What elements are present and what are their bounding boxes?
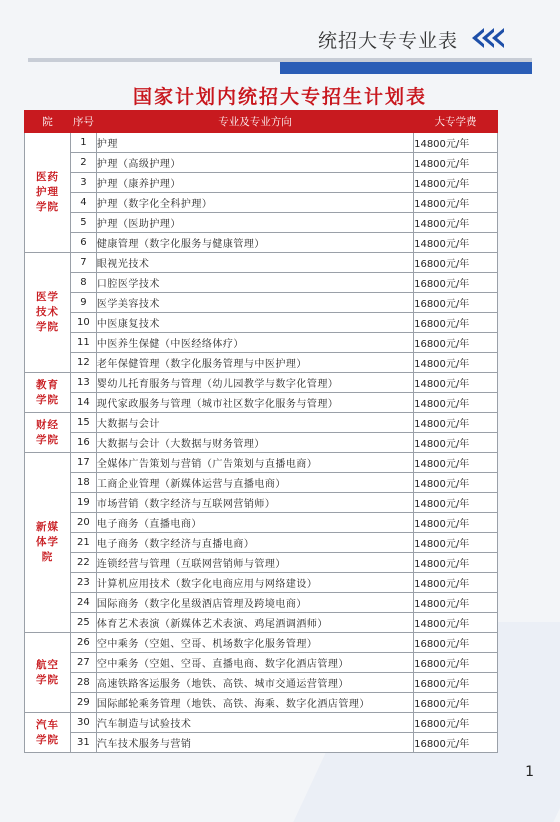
table-row [25,493,498,513]
tuition-fee: 16800元/年 [414,293,498,313]
major-name: 眼视光技术 [96,253,413,273]
row-number: 11 [70,333,96,353]
major-name: 现代家政服务与管理（城市社区数字化服务与管理） [96,393,413,413]
page-title: 国家计划内统招大专招生计划表 [132,86,427,108]
table-row [25,213,498,233]
tuition-fee: 14800元/年 [414,233,498,253]
tuition-fee: 14800元/年 [414,373,498,393]
tuition-fee: 14800元/年 [414,193,498,213]
table-row [25,153,498,173]
major-name: 医学美容技术 [96,293,413,313]
tuition-fee: 16800元/年 [414,333,498,353]
major-name: 护理 [96,133,413,153]
major-name: 电子商务（直播电商） [96,513,413,533]
tuition-fee: 14800元/年 [414,493,498,513]
major-name: 汽车制造与试验技术 [96,713,413,733]
row-number: 19 [70,493,96,513]
major-name: 汽车技术服务与营销 [96,733,413,753]
tuition-fee: 16800元/年 [414,313,498,333]
college-name: 医学 技术 学院 [25,253,71,373]
tuition-fee: 16800元/年 [414,713,498,733]
major-name: 工商企业管理（新媒体运营与直播电商） [96,473,413,493]
college-name: 财经 学院 [25,413,71,453]
row-number: 15 [70,413,96,433]
table-row [25,333,498,353]
row-number: 13 [70,373,96,393]
major-name: 婴幼儿托育服务与管理（幼儿园教学与数字化管理） [96,373,413,393]
table-row [25,193,498,213]
major-name: 中医康复技术 [96,313,413,333]
major-name: 高速铁路客运服务（地铁、高铁、城市交通运营管理） [96,673,413,693]
major-name: 中医养生保健（中医经络体疗） [96,333,413,353]
major-name: 口腔医学技术 [96,273,413,293]
tuition-fee: 14800元/年 [414,533,498,553]
major-name: 空中乘务（空姐、空哥、机场数字化服务管理） [96,633,413,653]
tuition-fee: 14800元/年 [414,573,498,593]
major-name: 全媒体广告策划与营销（广告策划与直播电商） [96,453,413,473]
table-row [25,273,498,293]
row-number: 18 [70,473,96,493]
header-accent-bar [280,62,532,74]
table-row [25,233,498,253]
section-header-title: 统招大专专业表 [317,30,458,52]
tuition-fee: 14800元/年 [414,613,498,633]
row-number: 10 [70,313,96,333]
tuition-fee: 14800元/年 [414,213,498,233]
table-row [25,573,498,593]
table-header-row [25,111,498,133]
tuition-fee: 14800元/年 [414,153,498,173]
college-name: 医药 护理 学院 [25,133,71,253]
row-number: 26 [70,633,96,653]
row-number: 29 [70,693,96,713]
table-row [25,693,498,713]
major-name: 国际邮轮乘务管理（地铁、高铁、海乘、数字化酒店管理） [96,693,413,713]
header-number: 序号 [70,111,96,133]
table-row [25,513,498,533]
row-number: 27 [70,653,96,673]
table-row [25,673,498,693]
table-row [25,173,498,193]
row-number: 20 [70,513,96,533]
table-row [25,373,498,393]
tuition-fee: 14800元/年 [414,453,498,473]
row-number: 3 [70,173,96,193]
major-name: 护理（康养护理） [96,173,413,193]
row-number: 12 [70,353,96,373]
table-row [25,293,498,313]
row-number: 28 [70,673,96,693]
major-name: 老年保健管理（数字化服务管理与中医护理） [96,353,413,373]
tuition-fee: 14800元/年 [414,473,498,493]
row-number: 25 [70,613,96,633]
tuition-fee: 14800元/年 [414,593,498,613]
table-row [25,473,498,493]
table-body [25,133,498,753]
major-name: 市场营销（数字经济与互联网营销师） [96,493,413,513]
major-name: 护理（数字化全科护理） [96,193,413,213]
table-row [25,313,498,333]
major-name: 空中乘务（空姐、空哥、直播电商、数字化酒店管理） [96,653,413,673]
chevron-left-icon [472,28,502,48]
college-name: 航空 学院 [25,633,71,713]
major-name: 国际商务（数字化星级酒店管理及跨境电商） [96,593,413,613]
header-college: 院 [25,111,71,133]
table-row [25,433,498,453]
tuition-fee: 14800元/年 [414,393,498,413]
tuition-fee: 16800元/年 [414,673,498,693]
tuition-fee: 14800元/年 [414,513,498,533]
header-fee: 大专学费 [414,111,498,133]
row-number: 2 [70,153,96,173]
tuition-fee: 14800元/年 [414,173,498,193]
college-name: 汽车 学院 [25,713,71,753]
row-number: 22 [70,553,96,573]
tuition-fee: 14800元/年 [414,553,498,573]
row-number: 23 [70,573,96,593]
tuition-fee: 16800元/年 [414,253,498,273]
table-row [25,353,498,373]
major-name: 电子商务（数字经济与直播电商） [96,533,413,553]
row-number: 17 [70,453,96,473]
table-row [25,413,498,433]
major-name: 护理（高级护理） [96,153,413,173]
tuition-fee: 16800元/年 [414,273,498,293]
tuition-fee: 14800元/年 [414,413,498,433]
table-row [25,393,498,413]
row-number: 9 [70,293,96,313]
tuition-fee: 14800元/年 [414,353,498,373]
major-name: 大数据与会计（大数据与财务管理） [96,433,413,453]
tuition-fee: 16800元/年 [414,733,498,753]
table-row [25,613,498,633]
major-name: 计算机应用技术（数字化电商应用与网络建设） [96,573,413,593]
row-number: 31 [70,733,96,753]
major-name: 大数据与会计 [96,413,413,433]
major-name: 护理（医助护理） [96,213,413,233]
row-number: 24 [70,593,96,613]
table-row [25,133,498,153]
major-name: 健康管理（数字化服务与健康管理） [96,233,413,253]
table-row [25,733,498,753]
table-row [25,453,498,473]
row-number: 4 [70,193,96,213]
tuition-fee: 16800元/年 [414,633,498,653]
row-number: 8 [70,273,96,293]
tuition-fee: 14800元/年 [414,133,498,153]
header-major: 专业及专业方向 [96,111,413,133]
tuition-fee: 16800元/年 [414,693,498,713]
major-name: 连锁经营与管理（互联网营销师与管理） [96,553,413,573]
tuition-fee: 14800元/年 [414,433,498,453]
table-row [25,653,498,673]
row-number: 7 [70,253,96,273]
enrollment-plan-table [24,110,498,753]
row-number: 21 [70,533,96,553]
row-number: 6 [70,233,96,253]
college-name: 新媒 体学 院 [25,453,71,633]
table-row [25,253,498,273]
page-number: 1 [525,764,534,780]
row-number: 14 [70,393,96,413]
tuition-fee: 16800元/年 [414,653,498,673]
table-row [25,553,498,573]
college-name: 教育 学院 [25,373,71,413]
table-row [25,533,498,553]
row-number: 30 [70,713,96,733]
table-row [25,593,498,613]
major-name: 体育艺术表演（新媒体艺术表演、鸡尾酒调酒师） [96,613,413,633]
table-row [25,713,498,733]
row-number: 16 [70,433,96,453]
table-row [25,633,498,653]
row-number: 1 [70,133,96,153]
row-number: 5 [70,213,96,233]
